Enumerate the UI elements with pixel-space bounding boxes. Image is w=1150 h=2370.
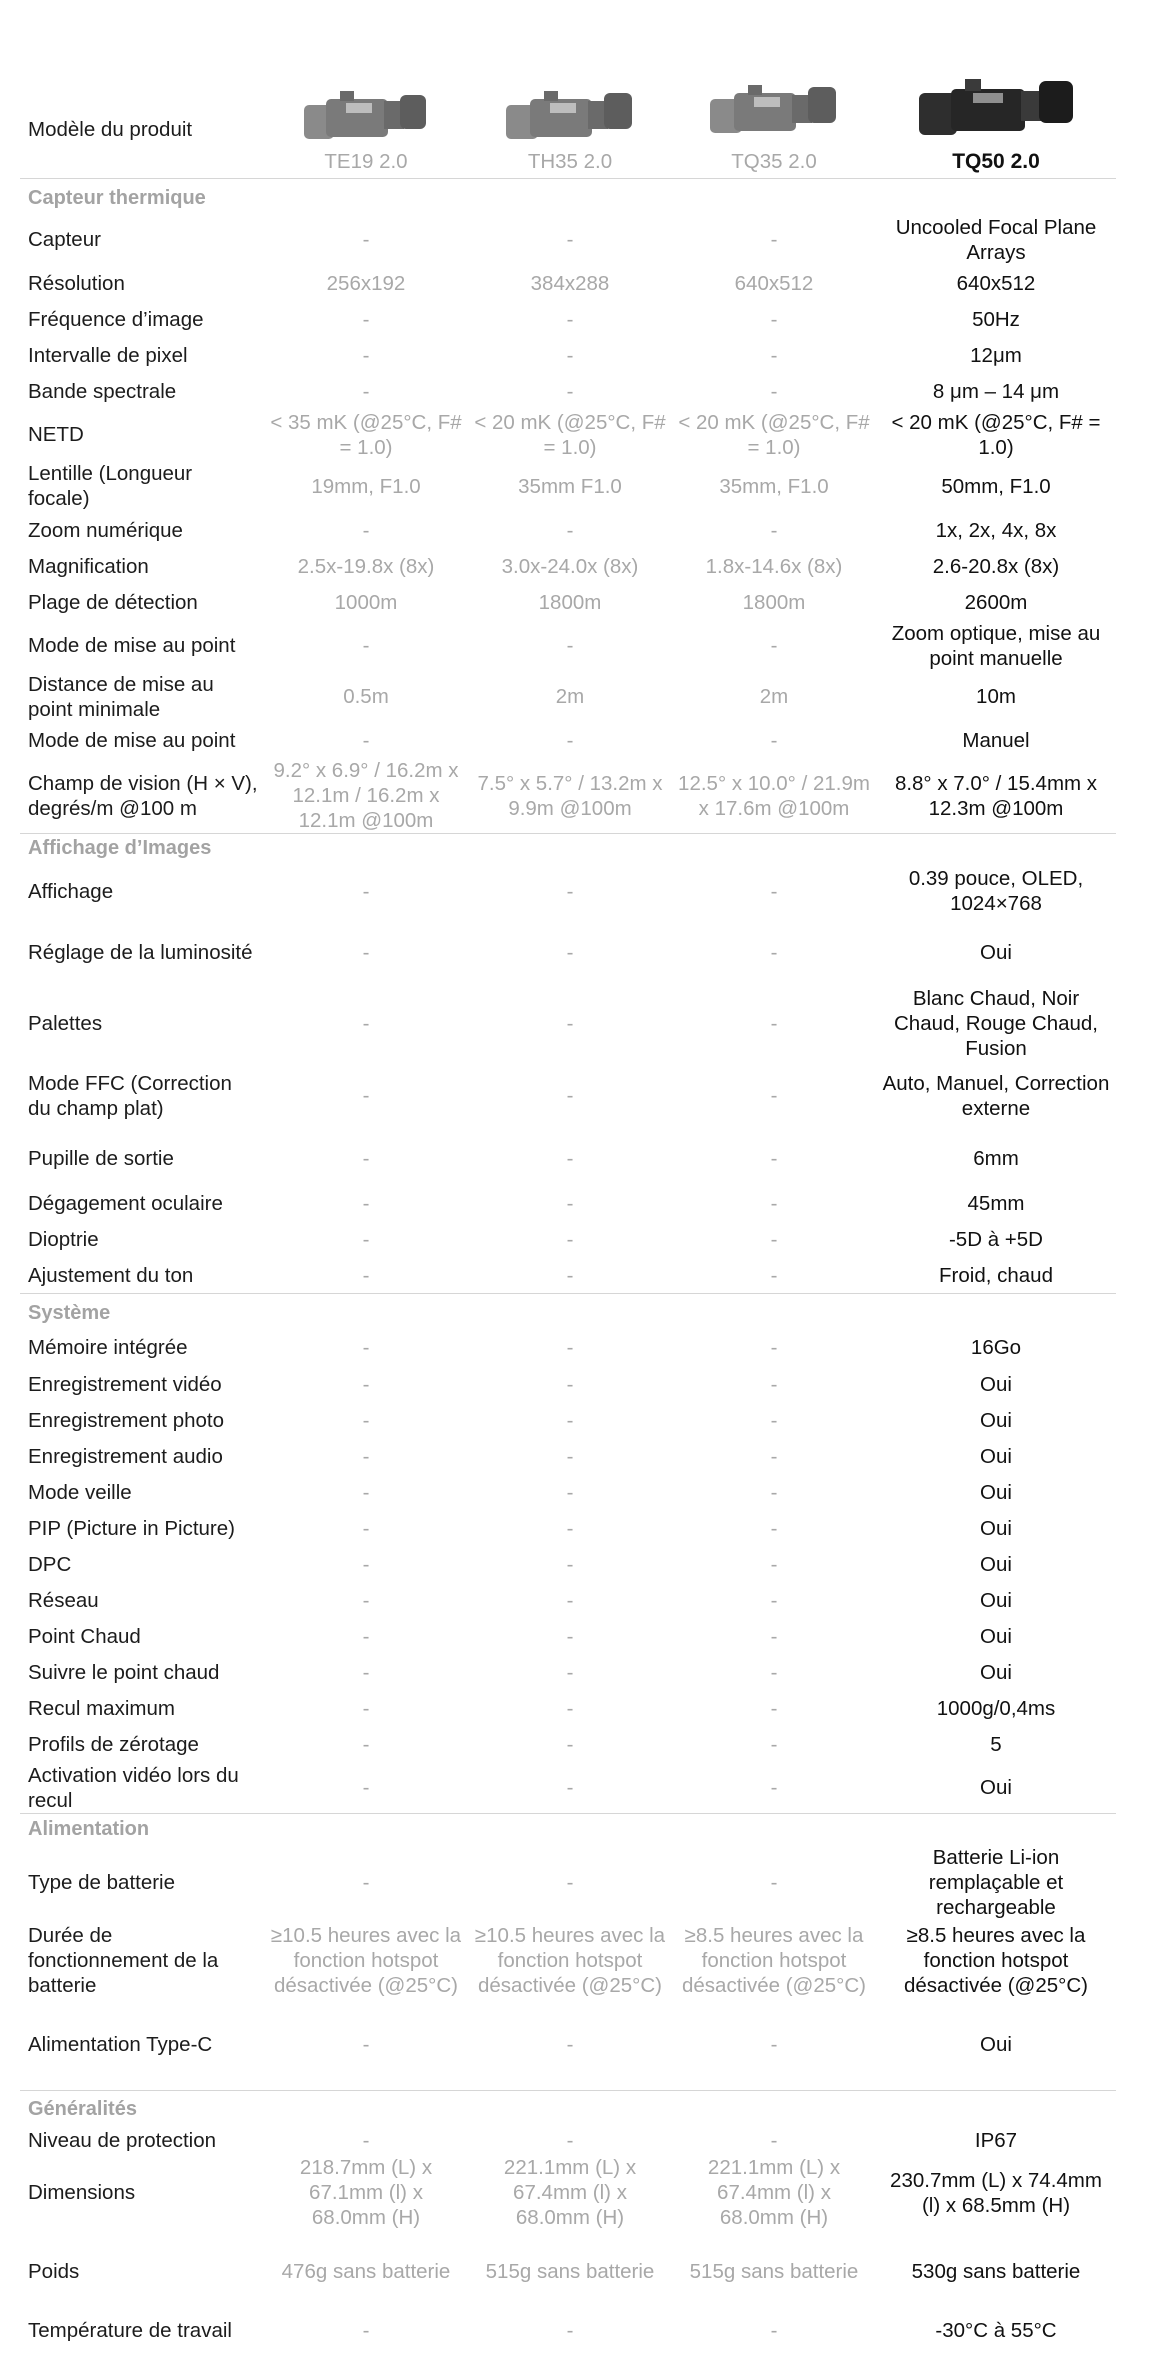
spec-value-col-4: Manuel	[962, 728, 1030, 752]
spec-value-col-3: -	[770, 940, 778, 964]
spec-row	[20, 1222, 1116, 1258]
spec-value-col-3: -	[770, 1776, 778, 1799]
spec-value-col-1: 218.7mm (L) x 67.1mm (l) x 68.0mm (H)	[299, 2156, 433, 2229]
spec-label: Ajustement du ton	[28, 1263, 194, 1287]
section-header-affichage-d-images	[20, 834, 1116, 864]
spec-row	[20, 1258, 1116, 1294]
spec-value-col-3: 1.8x-14.6x (8x)	[705, 554, 843, 578]
spec-value-col-3: -	[770, 1625, 778, 1648]
product-model-label: Modèle du produit	[28, 117, 193, 141]
spec-value-col-1: -	[362, 1481, 370, 1504]
spec-value-col-4: Oui	[980, 1409, 1012, 1432]
spec-label: Température de travail	[28, 2318, 232, 2342]
spec-value-col-3: -	[770, 1373, 778, 1396]
spec-value-col-1: ≥10.5 heures avec la fonction hotspot désactivée (@25°C)	[270, 1923, 462, 1997]
spec-value-col-4: IP67	[974, 2128, 1018, 2152]
spec-value-col-1: -	[362, 940, 370, 964]
spec-value-col-3: -	[770, 1263, 778, 1287]
spec-value-col-2: -	[566, 1084, 574, 1107]
spec-row	[20, 2155, 1116, 2230]
spec-value-col-3: -	[770, 634, 778, 657]
spec-row	[20, 1691, 1116, 1727]
spec-row	[20, 1061, 1116, 1131]
spec-row	[20, 919, 1116, 986]
spec-value-col-3: 12.5° x 10.0° / 21.9m x 17.6m @100m	[678, 771, 870, 820]
spec-value-col-2: -	[566, 1192, 574, 1215]
spec-value-col-2: -	[566, 343, 574, 367]
spec-value-col-4: Oui	[980, 1373, 1012, 1396]
spec-value-col-3: 1800m	[742, 590, 806, 614]
spec-value-col-4: -30°C à 55°C	[935, 2318, 1057, 2342]
spec-value-col-4: -5D à +5D	[948, 1228, 1043, 1251]
spec-value-col-2: -	[566, 879, 574, 903]
section-title: Affichage d’Images	[20, 834, 1116, 864]
spec-label: Mode de mise au point	[28, 728, 236, 752]
spec-row	[20, 2125, 1116, 2155]
scope-tq35-image	[704, 69, 844, 149]
spec-value-col-4: 0.39 pouce, OLED, 1024×768	[908, 867, 1084, 915]
spec-value-col-1: -	[362, 1336, 370, 1359]
spec-value-col-1: 1000m	[334, 590, 398, 614]
spec-value-col-1: -	[362, 2318, 370, 2342]
section-title: Système	[20, 1294, 1116, 1329]
spec-value-col-2: -	[566, 1871, 574, 1894]
spec-row	[20, 337, 1116, 373]
spec-value-col-4: Oui	[980, 1517, 1012, 1540]
product-header-row	[20, 0, 1116, 178]
spec-value-col-1: 19mm, F1.0	[311, 474, 421, 498]
spec-label: Distance de mise au point minimale	[28, 672, 214, 721]
spec-value-col-3: 515g sans batterie	[689, 2259, 859, 2283]
spec-value-col-2: -	[566, 307, 574, 331]
spec-row	[20, 1619, 1116, 1655]
spec-value-col-4: < 20 mK (@25°C, F# = 1.0)	[891, 410, 1101, 459]
spec-value-col-2: -	[566, 1409, 574, 1432]
spec-value-col-3: -	[770, 1228, 778, 1251]
spec-value-col-3: -	[770, 307, 778, 331]
spec-value-col-3: 2m	[759, 685, 789, 708]
spec-value-col-1: -	[362, 2033, 370, 2057]
spec-value-col-1: -	[362, 1871, 370, 1894]
spec-value-col-2: 515g sans batterie	[485, 2259, 655, 2283]
spec-value-col-4: 2600m	[964, 590, 1028, 614]
spec-value-col-1: -	[362, 1517, 370, 1540]
spec-value-col-3: -	[770, 518, 778, 542]
spec-value-col-4: 1x, 2x, 4x, 8x	[935, 518, 1057, 542]
spec-label: Pupille de sortie	[28, 1146, 174, 1170]
spec-value-col-2: 2m	[555, 685, 585, 708]
spec-value-col-4: 1000g/0,4ms	[936, 1697, 1056, 1720]
spec-label: Recul maximum	[28, 1697, 175, 1720]
spec-label: Réglage de la luminosité	[28, 940, 253, 964]
spec-row	[20, 722, 1116, 758]
spec-label: Affichage	[28, 879, 114, 903]
section-header-alimentation	[20, 1813, 1116, 1845]
spec-value-col-2: 35mm F1.0	[518, 474, 622, 498]
spec-value-col-3: -	[770, 2318, 778, 2342]
spec-value-col-2: 3.0x-24.0x (8x)	[501, 554, 639, 578]
spec-value-col-4: 50mm, F1.0	[941, 474, 1051, 498]
spec-row	[20, 1763, 1116, 1814]
spec-value-col-1: -	[362, 1373, 370, 1396]
spec-row	[20, 301, 1116, 337]
spec-value-col-2: -	[566, 1228, 574, 1251]
spec-value-col-2: -	[566, 2128, 574, 2152]
spec-label: Activation vidéo lors du recul	[28, 1763, 239, 1812]
spec-row	[20, 1439, 1116, 1475]
spec-row	[20, 671, 1116, 722]
spec-value-col-1: -	[362, 228, 370, 251]
section-header-capteur-thermique	[20, 178, 1116, 214]
spec-row	[20, 1547, 1116, 1583]
spec-value-col-4: Uncooled Focal Plane Arrays	[895, 215, 1097, 264]
spec-value-col-4: 8.8° x 7.0° / 15.4mm x 12.3m @100m	[894, 771, 1098, 820]
spec-value-col-3: -	[770, 1192, 778, 1215]
spec-value-col-4: Blanc Chaud, Noir Chaud, Rouge Chaud, Fusion	[893, 986, 1098, 1060]
spec-row	[20, 512, 1116, 548]
spec-value-col-4: ≥8.5 heures avec la fonction hotspot désactivée (@25°C)	[904, 1923, 1088, 1997]
spec-row	[20, 1329, 1116, 1367]
spec-label: Mode de mise au point	[28, 634, 236, 657]
spec-value-col-2: -	[566, 1481, 574, 1504]
spec-value-col-1: -	[362, 1011, 370, 1035]
spec-value-col-4: Auto, Manuel, Correction externe	[882, 1071, 1110, 1120]
spec-value-col-1: -	[362, 1263, 370, 1287]
spec-value-col-3: -	[770, 1409, 778, 1432]
spec-value-col-4: 230.7mm (L) x 74.4mm (l) x 68.5mm (H)	[890, 2168, 1102, 2217]
spec-value-col-2: -	[566, 2318, 574, 2342]
spec-value-col-4: Froid, chaud	[939, 1263, 1053, 1287]
spec-label: Poids	[28, 2259, 80, 2283]
spec-label: Mode FFC (Correction du champ plat)	[28, 1071, 232, 1120]
spec-value-col-1: -	[362, 1192, 370, 1215]
spec-row	[20, 1727, 1116, 1763]
spec-row	[20, 1403, 1116, 1439]
spec-value-col-3: -	[770, 1481, 778, 1504]
spec-label: Plage de détection	[28, 590, 198, 614]
spec-value-col-4: Oui	[980, 1776, 1012, 1799]
product-col-2: TH35 2.0	[468, 0, 672, 178]
spec-row	[20, 265, 1116, 301]
spec-value-col-3: -	[770, 1589, 778, 1612]
spec-value-col-3: ≥8.5 heures avec la fonction hotspot désactivée (@25°C)	[682, 1923, 866, 1997]
spec-value-col-1: 256x192	[326, 271, 406, 295]
product-col-3: TQ35 2.0	[672, 0, 876, 178]
spec-value-col-3: 640x512	[734, 271, 814, 295]
spec-value-col-1: -	[362, 2128, 370, 2152]
spec-value-col-1: -	[362, 1084, 370, 1107]
spec-value-col-2: -	[566, 1776, 574, 1799]
section-title: Généralités	[20, 2090, 1116, 2125]
spec-value-col-1: -	[362, 1733, 370, 1756]
spec-value-col-4: 640x512	[956, 271, 1036, 295]
spec-row	[20, 548, 1116, 584]
spec-value-col-2: -	[566, 228, 574, 251]
spec-value-col-4: 2.6-20.8x (8x)	[932, 554, 1060, 578]
spec-label: Magnification	[28, 554, 149, 578]
spec-row	[20, 2230, 1116, 2312]
spec-value-col-2: -	[566, 1445, 574, 1468]
section-header-generalites	[20, 2090, 1116, 2125]
spec-label: Durée de fonctionnement de la batterie	[28, 1923, 219, 1997]
spec-value-col-4: Oui	[980, 2033, 1012, 2057]
spec-value-col-4: Oui	[980, 1625, 1012, 1648]
spec-value-col-1: 2.5x-19.8x (8x)	[297, 554, 435, 578]
section-title: Capteur thermique	[20, 178, 1116, 214]
spec-value-col-3: -	[770, 1445, 778, 1468]
spec-value-col-3: -	[770, 1871, 778, 1894]
spec-label: Fréquence d’image	[28, 307, 204, 331]
spec-value-col-3: -	[770, 343, 778, 367]
spec-value-col-2: 1800m	[538, 590, 602, 614]
spec-value-col-4: Oui	[980, 1589, 1012, 1612]
spec-value-col-3: 35mm, F1.0	[719, 474, 829, 498]
spec-value-col-3: -	[770, 1517, 778, 1540]
spec-value-col-3: -	[770, 379, 778, 403]
spec-value-col-2: -	[566, 1336, 574, 1359]
spec-label: Dimensions	[28, 2181, 136, 2204]
spec-value-col-2: -	[566, 1373, 574, 1396]
product-col-1: TE19 2.0	[264, 0, 468, 178]
spec-value-col-1: -	[362, 1661, 370, 1684]
spec-label: NETD	[28, 423, 84, 446]
spec-row	[20, 1845, 1116, 1920]
spec-value-col-3: -	[770, 1336, 778, 1359]
spec-value-col-3: -	[770, 2033, 778, 2057]
spec-value-col-4: 530g sans batterie	[911, 2259, 1081, 2283]
spec-label: Mode veille	[28, 1481, 132, 1504]
spec-value-col-1: -	[362, 343, 370, 367]
spec-label: PIP (Picture in Picture)	[28, 1517, 235, 1540]
spec-value-col-2: -	[566, 1625, 574, 1648]
spec-value-col-1: -	[362, 1445, 370, 1468]
spec-value-col-1: -	[362, 379, 370, 403]
spec-value-col-2: 384x288	[530, 271, 610, 295]
spec-value-col-2: -	[566, 634, 574, 657]
spec-label: Suivre le point chaud	[28, 1661, 220, 1684]
spec-value-col-1: -	[362, 307, 370, 331]
spec-value-col-3: -	[770, 728, 778, 752]
spec-label: Enregistrement photo	[28, 1409, 225, 1432]
spec-value-col-2: -	[566, 379, 574, 403]
spec-value-col-2: -	[566, 1661, 574, 1684]
spec-value-col-2: 7.5° x 5.7° / 13.2m x 9.9m @100m	[477, 771, 663, 820]
spec-label: Enregistrement vidéo	[28, 1373, 222, 1396]
spec-value-col-4: Oui	[980, 1661, 1012, 1684]
spec-label: Profils de zérotage	[28, 1733, 199, 1756]
spec-label: Niveau de protection	[28, 2128, 217, 2152]
spec-value-col-3: -	[770, 1697, 778, 1720]
section-header-systeme	[20, 1294, 1116, 1329]
spec-row	[20, 460, 1116, 512]
spec-row	[20, 584, 1116, 620]
spec-row	[20, 1186, 1116, 1222]
spec-row	[20, 1920, 1116, 2000]
spec-label: Réseau	[28, 1589, 99, 1612]
spec-value-col-3: -	[770, 1146, 778, 1170]
spec-row	[20, 1475, 1116, 1511]
spec-value-col-2: -	[566, 940, 574, 964]
spec-value-col-3: -	[770, 1553, 778, 1576]
spec-value-col-1: -	[362, 634, 370, 657]
spec-value-col-2: 221.1mm (L) x 67.4mm (l) x 68.0mm (H)	[503, 2156, 637, 2229]
spec-value-col-3: -	[770, 1661, 778, 1684]
spec-row	[20, 1367, 1116, 1403]
spec-row	[20, 373, 1116, 409]
spec-label: Capteur	[28, 228, 101, 251]
spec-row	[20, 864, 1116, 919]
spec-value-col-2: < 20 mK (@25°C, F# = 1.0)	[474, 410, 666, 459]
spec-value-col-4: Oui	[980, 1553, 1012, 1576]
spec-value-col-1: -	[362, 1697, 370, 1720]
spec-value-col-1: -	[362, 1146, 370, 1170]
spec-value-col-3: -	[770, 1084, 778, 1107]
spec-value-col-4: 16Go	[970, 1336, 1022, 1359]
spec-row	[20, 214, 1116, 265]
spec-value-col-1: -	[362, 518, 370, 542]
spec-value-col-1: 9.2° x 6.9° / 16.2m x 12.1m / 16.2m x 12.1m @100m	[273, 759, 459, 832]
spec-value-col-3: -	[770, 1733, 778, 1756]
spec-label: Bande spectrale	[28, 379, 177, 403]
spec-value-col-1: < 35 mK (@25°C, F# = 1.0)	[270, 410, 462, 459]
spec-label: Palettes	[28, 1011, 103, 1035]
section-title: Alimentation	[20, 1813, 1116, 1845]
spec-value-col-2: -	[566, 1263, 574, 1287]
spec-value-col-1: -	[362, 1553, 370, 1576]
spec-value-col-1: -	[362, 1625, 370, 1648]
spec-label: Intervalle de pixel	[28, 343, 188, 367]
spec-row	[20, 986, 1116, 1061]
spec-value-col-3: 221.1mm (L) x 67.4mm (l) x 68.0mm (H)	[707, 2156, 841, 2229]
spec-row	[20, 758, 1116, 834]
spec-row	[20, 1131, 1116, 1186]
spec-label: DPC	[28, 1553, 72, 1576]
spec-value-col-4: Batterie Li-ion remplaçable et rechargeable	[928, 1846, 1064, 1919]
spec-label: Dioptrie	[28, 1228, 99, 1251]
spec-label: Champ de vision (H × V), degrés/m @100 m	[28, 771, 258, 820]
spec-value-col-1: 0.5m	[343, 685, 389, 708]
spec-value-col-4: Oui	[980, 1445, 1012, 1468]
spec-row	[20, 409, 1116, 460]
spec-value-col-4: 5	[990, 1733, 1002, 1756]
spec-label: Résolution	[28, 271, 125, 295]
spec-row	[20, 1583, 1116, 1619]
spec-value-col-2: -	[566, 1733, 574, 1756]
spec-value-col-1: -	[362, 1776, 370, 1799]
spec-value-col-1: -	[362, 879, 370, 903]
spec-value-col-1: -	[362, 1228, 370, 1251]
scope-th35-image	[500, 69, 640, 149]
spec-value-col-4: 8 μm – 14 μm	[932, 379, 1060, 403]
scope-te19-image	[296, 69, 436, 149]
spec-row	[20, 2000, 1116, 2090]
spec-value-col-2: -	[566, 518, 574, 542]
spec-value-col-2: -	[566, 1589, 574, 1612]
scope-tq50-image	[911, 59, 1081, 149]
spec-value-col-1: -	[362, 1589, 370, 1612]
spec-label: Lentille (Longueur focale)	[28, 462, 193, 510]
product-col-4: TQ50 2.0	[876, 0, 1116, 178]
spec-value-col-2: -	[566, 1011, 574, 1035]
spec-label: Mémoire intégrée	[28, 1336, 188, 1359]
spec-value-col-2: ≥10.5 heures avec la fonction hotspot désactivée (@25°C)	[474, 1923, 666, 1997]
spec-value-col-2: -	[566, 2033, 574, 2057]
spec-label: Zoom numérique	[28, 518, 183, 542]
spec-label: Dégagement oculaire	[28, 1192, 223, 1215]
spec-row	[20, 2312, 1116, 2348]
spec-value-col-4: Oui	[980, 940, 1012, 964]
spec-value-col-4: 6mm	[973, 1146, 1019, 1170]
spec-row	[20, 1511, 1116, 1547]
spec-value-col-4: 45mm	[967, 1192, 1025, 1215]
spec-value-col-2: -	[566, 1517, 574, 1540]
spec-row	[20, 1655, 1116, 1691]
spec-label: Enregistrement audio	[28, 1445, 223, 1468]
spec-value-col-3: -	[770, 2128, 778, 2152]
spec-row	[20, 620, 1116, 671]
spec-value-col-4: Zoom optique, mise au point manuelle	[891, 621, 1101, 670]
spec-label: Alimentation Type-C	[28, 2033, 213, 2057]
spec-label: Type de batterie	[28, 1871, 176, 1894]
spec-value-col-3: -	[770, 228, 778, 251]
spec-value-col-1: -	[362, 1409, 370, 1432]
spec-value-col-1: -	[362, 728, 370, 752]
spec-value-col-2: -	[566, 1697, 574, 1720]
spec-value-col-4: 12μm	[970, 343, 1022, 367]
spec-value-col-2: -	[566, 728, 574, 752]
spec-value-col-2: -	[566, 1553, 574, 1576]
spec-label: Point Chaud	[28, 1625, 141, 1648]
spec-value-col-1: 476g sans batterie	[281, 2259, 451, 2283]
spec-value-col-3: -	[770, 879, 778, 903]
spec-value-col-4: 10m	[976, 685, 1016, 708]
spec-value-col-3: < 20 mK (@25°C, F# = 1.0)	[678, 410, 870, 459]
spec-value-col-2: -	[566, 1146, 574, 1170]
spec-value-col-4: 50Hz	[972, 307, 1020, 331]
spec-comparison-table	[20, 0, 1116, 2348]
spec-value-col-4: Oui	[980, 1481, 1012, 1504]
spec-value-col-3: -	[770, 1011, 778, 1035]
